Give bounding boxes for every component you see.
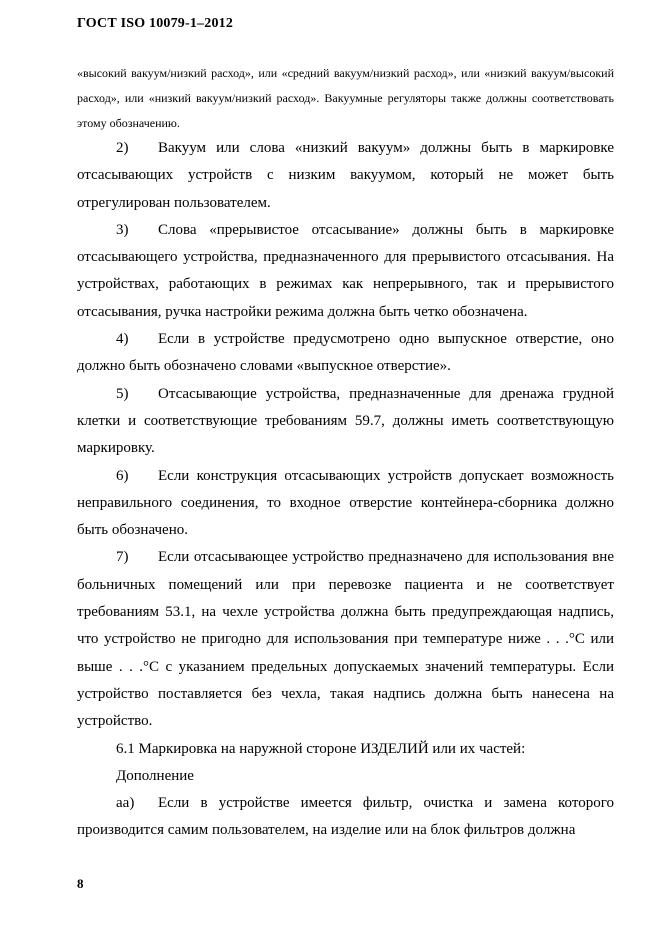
item-number: аа) bbox=[116, 795, 135, 812]
supplement-label: Дополнение bbox=[116, 767, 194, 784]
lead-paragraph: «высокий вакуум/низкий расход», или «средний вакуум/низкий расход», или «низкий вакуум/высокий расход», или «низкий вакуум/низкий расход». Вакуумные регуляторы также должны соответствовать этому обозначению. bbox=[77, 66, 614, 130]
item-text: Если отсасывающее устройство предназначено для использования вне больничных помещений или при перевозке пациента и не соответствует требованиям 53.1, на чехле устройства должна быть предупреждающая надпись, что устройство не пригодно для использования при температуре ниже . . .°С или выше . . .°С с указанием предельных допускаемых значений температуры. Если устройство поставляется без чехла, такая надпись должна быть нанесена на устройство. bbox=[77, 549, 614, 730]
document-header: ГОСТ ISO 10079-1–2012 bbox=[77, 16, 234, 31]
list-item bbox=[77, 463, 614, 545]
list-item bbox=[77, 135, 614, 217]
body-text bbox=[77, 135, 614, 845]
list-item bbox=[77, 326, 614, 381]
item-text: Отсасывающие устройства, предназначенные для дренажа грудной клетки и соответствующие требованиям 59.7, должны иметь соответствующую маркировку. bbox=[77, 385, 614, 457]
list-item-aa bbox=[77, 790, 614, 845]
section-heading: 6.1 Маркировка на наружной стороне ИЗДЕЛИЙ или их частей: bbox=[116, 740, 526, 757]
list-item bbox=[77, 381, 614, 463]
item-number: 4) bbox=[116, 331, 129, 348]
list-item bbox=[77, 217, 614, 326]
item-text: Если в устройстве имеется фильтр, очистка и замена которого производится самим пользователем, на изделие или на блок фильтров должна bbox=[77, 795, 614, 839]
list-item bbox=[77, 544, 614, 735]
item-text: Вакуум или слова «низкий вакуум» должны быть в маркировке отсасывающих устройств с низким вакуумом, который не может быть отрегулирован пользователем. bbox=[77, 140, 614, 211]
item-number: 3) bbox=[116, 221, 129, 238]
item-number: 7) bbox=[116, 549, 129, 566]
item-text: Если в устройстве предусмотрено одно выпускное отверстие, оно должно быть обозначено словами «выпускное отверстие». bbox=[77, 331, 614, 375]
item-number: 6) bbox=[116, 467, 129, 484]
item-number: 2) bbox=[116, 140, 129, 156]
item-text: Если конструкция отсасывающих устройств допускает возможность неправильного соединения, то входное отверстие контейнера-сборника должно быть обозначено. bbox=[77, 467, 614, 539]
item-text: Слова «прерывистое отсасывание» должны быть в маркировке отсасывающего устройства, предназначенного для прерывистого отсасывания. На устройствах, работающих в режимах как непрерывного, так и прерывистого отсасывания, ручка настройки режима должна быть четко обозначена. bbox=[77, 221, 614, 320]
item-number: 5) bbox=[116, 385, 129, 402]
page-number: 8 bbox=[77, 876, 84, 891]
